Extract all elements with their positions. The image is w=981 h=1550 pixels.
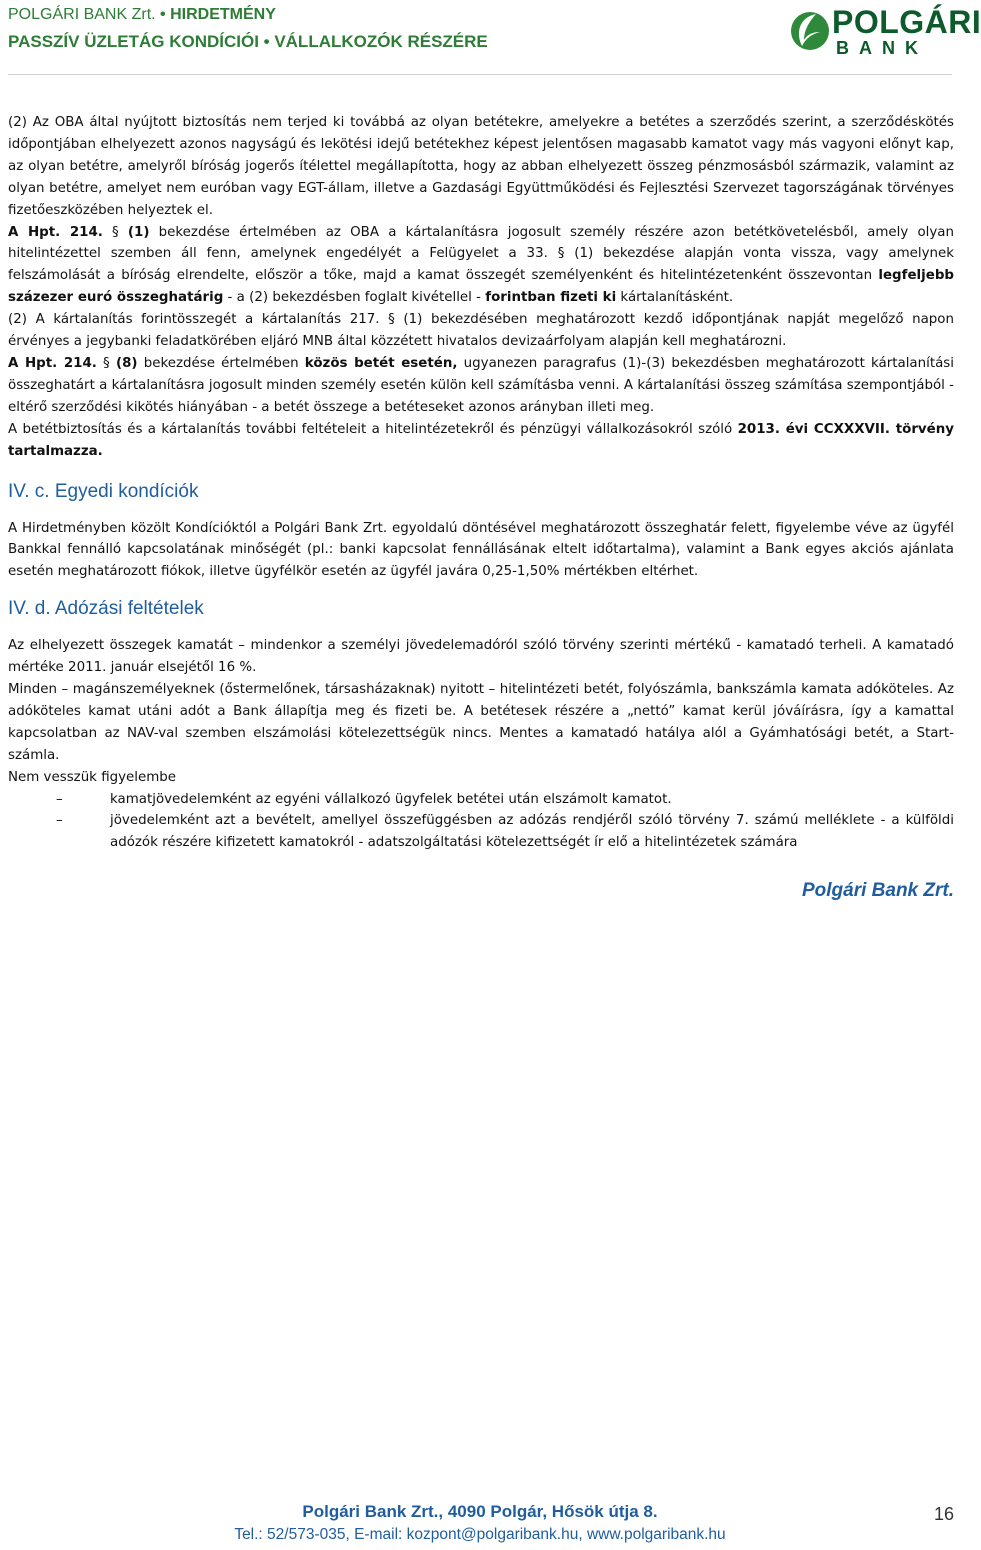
header-divider (8, 74, 952, 75)
bank-logo (790, 2, 981, 62)
paragraph-text: bekezdése értelmében az OBA a kártalanításra jogosult személy részére azon betétkövetelésből, amely olyan hitelintézettel szemben áll fenn, amelynek engedélyét a Felügyelet a 33. § (1) bekezdése alapján vonta vissza, vagy amelynek felszámolását a bíróság elrendelte, először a tőke, majd a kamat összegét személyenként és hitelintézetenként összevontan (8, 224, 954, 284)
header-title: PASSZÍV ÜZLETÁG KONDÍCIÓI • VÁLLALKOZÓK RÉSZÉRE (8, 32, 488, 51)
section-sign: § (102, 224, 128, 240)
main-content (8, 112, 954, 854)
list-item (8, 789, 954, 811)
highlighted-limit: legfeljebb százezer euró összeghatárig (8, 268, 954, 306)
law-reference: A Hpt. 214. (8, 355, 97, 371)
highlighted-joint-deposit: közös betét esetén, (304, 355, 458, 371)
paragraph-hpt-214-8 (8, 353, 954, 419)
paragraph-text: A betétbiztosítás és a kártalanítás további feltételeit a hitelintézetekről és pénzügyi vállalkozásokról szóló (8, 421, 738, 437)
paragraph-number: (1) (127, 224, 150, 240)
paragraph-not-considered: Nem vesszük figyelembe (8, 769, 177, 785)
logo-word-polgari: POLGÁRI (832, 4, 981, 40)
header-company-line (8, 6, 276, 24)
paragraph-law-reference (8, 419, 954, 463)
paragraph-hpt-214-1 (8, 222, 954, 310)
paragraph-number: (8) (115, 355, 138, 371)
section-sign: § (96, 355, 116, 371)
paragraph-text: kártalanításként. (616, 290, 734, 306)
paragraph-individual-conditions: A Hirdetményben közölt Kondícióktól a Polgári Bank Zrt. egyoldalú döntésével meghatározott összeghatár felett, figyelembe véve az ügyfél Bankkal fennálló kapcsolatának minőségét (pl.: banki kapcsolat fennállásának eltelt időtartalma), valamint a Bank egyes akciós ajánlata esetén meghatározott fiókok, illetve ügyfélkör esetén az ügyfél javára 0,25-1,50% mértékben eltérhet. (8, 520, 954, 580)
section-title-individual-conditions: IV. c. Egyedi kondíciók (8, 480, 199, 502)
list-dash: – (56, 813, 63, 829)
logo-word-bank: BANK (836, 38, 928, 58)
paragraph-exchange-rate: (2) A kártalanítás forintösszegét a kártalanítás 217. § (1) bekezdésében meghatározott kezdő időpontjának napját megelőző napon érvényes a jegybanki feladatkörében eljáró MNB által közzétett hivatalos devizaárfolyam alapján kell meghatározni. (8, 312, 954, 350)
footer-contact: Tel.: 52/573-035, E-mail: kozpont@polgaribank.hu, www.polgaribank.hu (234, 1526, 726, 1543)
paragraph-interest-tax: Az elhelyezett összegek kamatát – mindenkor a személyi jövedelemadóról szóló törvény szerinti mértékű - kamatadó terheli. A kamatadó mértéke 2011. január elsejétől 16 %. (8, 638, 954, 676)
paragraph-text: - a (2) bekezdésben foglalt kivétellel - (223, 290, 486, 306)
list-item-text: jövedelemként azt a bevételt, amellyel összefüggésben az adózás rendjéről szóló törvény 7. számú melléklete - a külföldi adózók részére kifizetett kamatokról - adatszolgáltatási kötelezettségét ír elő a hitelintézetek számára (110, 813, 954, 851)
header-company: POLGÁRI BANK Zrt. (8, 6, 156, 23)
header-doc-type: HIRDETMÉNY (170, 6, 276, 23)
paragraph-text: ugyanezen paragrafus (1)-(3) bekezdésben meghatározott kártalanítási összeghatárt a kártalanításra jogosult minden személy esetén külön kell számításba venni. A kártalanítási összeg számítása szempontjából - eltérő szerződési kikötés hiányában - a betét összege a betéteseket azonos arányban illeti meg. (8, 355, 955, 415)
page-footer (0, 1500, 960, 1550)
footer-address: Polgári Bank Zrt., 4090 Polgár, Hősök útja 8. (302, 1502, 658, 1521)
page-header (0, 0, 981, 76)
highlighted-currency: forintban fizeti ki (485, 290, 617, 306)
highlighted-law: 2013. évi CCXXXVII. törvény tartalmazza. (8, 421, 955, 459)
closing-signature: Polgári Bank Zrt. (801, 880, 954, 901)
list-item-text: kamatjövedelemként az egyéni vállalkozó ügyfelek betétei után elszámolt kamatot. (110, 791, 672, 807)
header-bullet: • (160, 6, 166, 23)
page-number: 16 (933, 1504, 954, 1524)
leaf-logo-icon (790, 2, 830, 60)
paragraph-text: bekezdése értelmében (137, 355, 305, 371)
list-dash: – (56, 791, 63, 807)
law-reference: A Hpt. 214. (8, 224, 103, 240)
list-item (8, 810, 954, 854)
paragraph-taxable-interest: Minden – magánszemélyeknek (őstermelőnek, társasházaknak) nyitott – hitelintézeti betét, folyószámla, bankszámla kamata adóköteles. Az adóköteles kamat utáni adót a Bank állapítja meg és fizeti be. A betétesek részére a „nettó” kamat kerül jóváírásra, így a kamattal kapcsolatban az NAV-val szemben elszámolási kötelezettségük nincs. Mentes a kamatadó hatálya alól a Gyámhatósági betét, a Start-számla. (8, 682, 954, 763)
paragraph-oba-exclusions: (2) Az OBA által nyújtott biztosítás nem terjed ki továbbá az olyan betétekre, amelyekre a betétes a szerződés szerint, a szerződéskötés időpontjában elhelyezett azonos nagyságú és lekötési idejű betétekhez képest jelentősen magasabb kamatot vagy más vagyoni előnyt kap, az olyan betétre, amelyről bíróság jogerős ítélettel megállapította, hogy az abban elhelyezett összeg pénzmosásból származik, valamint az olyan betétre, amelyet nem euróban vagy EGT-állam, illetve a Gazdasági Együttműködési és Fejlesztési Szervezet tagországának törvényes fizetőeszközében helyeztek el. (8, 115, 954, 218)
section-title-tax-conditions: IV. d. Adózási feltételek (8, 598, 204, 620)
